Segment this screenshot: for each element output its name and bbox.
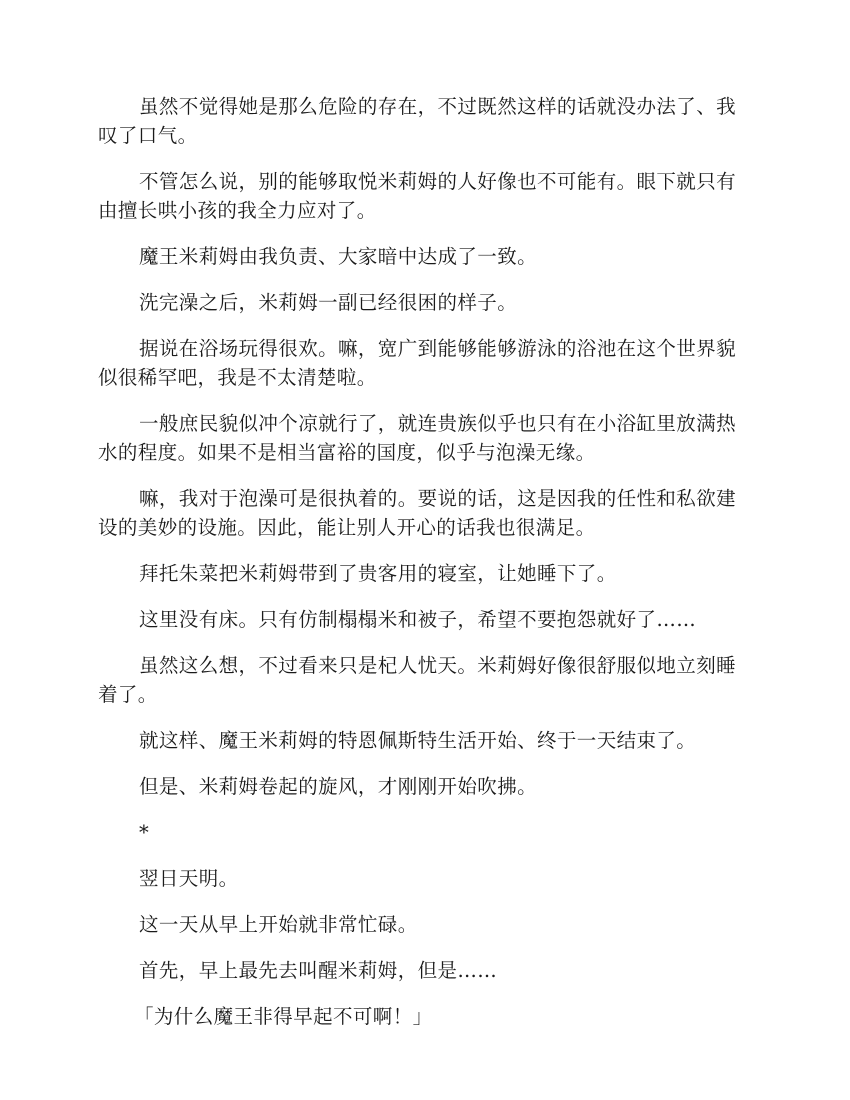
dialogue-line: 「为什么魔王非得早起不可啊！」	[134, 1005, 433, 1028]
paragraph: 不管怎么说，别的能够取悦米莉姆的人好像也不可能有。眼下就只有由擅长哄小孩的我全力应对了。	[98, 170, 737, 222]
paragraph: 魔王米莉姆由我负责、大家暗中达成了一致。	[139, 245, 538, 268]
scene-break: *	[139, 821, 150, 844]
paragraph: 拜托朱菜把米莉姆带到了贵客用的寝室，让她睡下了。	[139, 562, 617, 585]
paragraph: 嘛，我对于泡澡可是很执着的。要说的话，这是因我的任性和私欲建设的美妙的设施。因此，能让别人开心的话我也很满足。	[98, 487, 737, 539]
paragraph: 这里没有床。只有仿制榻榻米和被子，希望不要抱怨就好了……	[139, 608, 697, 631]
paragraph: 首先，早上最先去叫醒米莉姆，但是……	[139, 959, 498, 982]
paragraph: 洗完澡之后，米莉姆一副已经很困的样子。	[139, 291, 518, 314]
paragraph: 这一天从早上开始就非常忙碌。	[139, 913, 418, 936]
paragraph: 一般庶民貌似冲个凉就行了，就连贵族似乎也只有在小浴缸里放满热水的程度。如果不是相当富裕的国度，似乎与泡澡无缘。	[98, 412, 737, 464]
paragraph: 但是、米莉姆卷起的旋风，才刚刚开始吹拂。	[139, 775, 538, 798]
document-body	[98, 92, 750, 1048]
paragraph: 虽然不觉得她是那么危险的存在，不过既然这样的话就没办法了、我叹了口气。	[98, 95, 737, 147]
paragraph: 翌日天明。	[139, 867, 239, 890]
paragraph: 就这样、魔王米莉姆的特恩佩斯特生活开始、终于一天结束了。	[139, 729, 697, 752]
paragraph: 据说在浴场玩得很欢。嘛，宽广到能够能够游泳的浴池在这个世界貌似很稀罕吧，我是不太清楚啦。	[98, 337, 737, 389]
paragraph: 虽然这么想，不过看来只是杞人忧天。米莉姆好像很舒服似地立刻睡着了。	[98, 654, 737, 706]
